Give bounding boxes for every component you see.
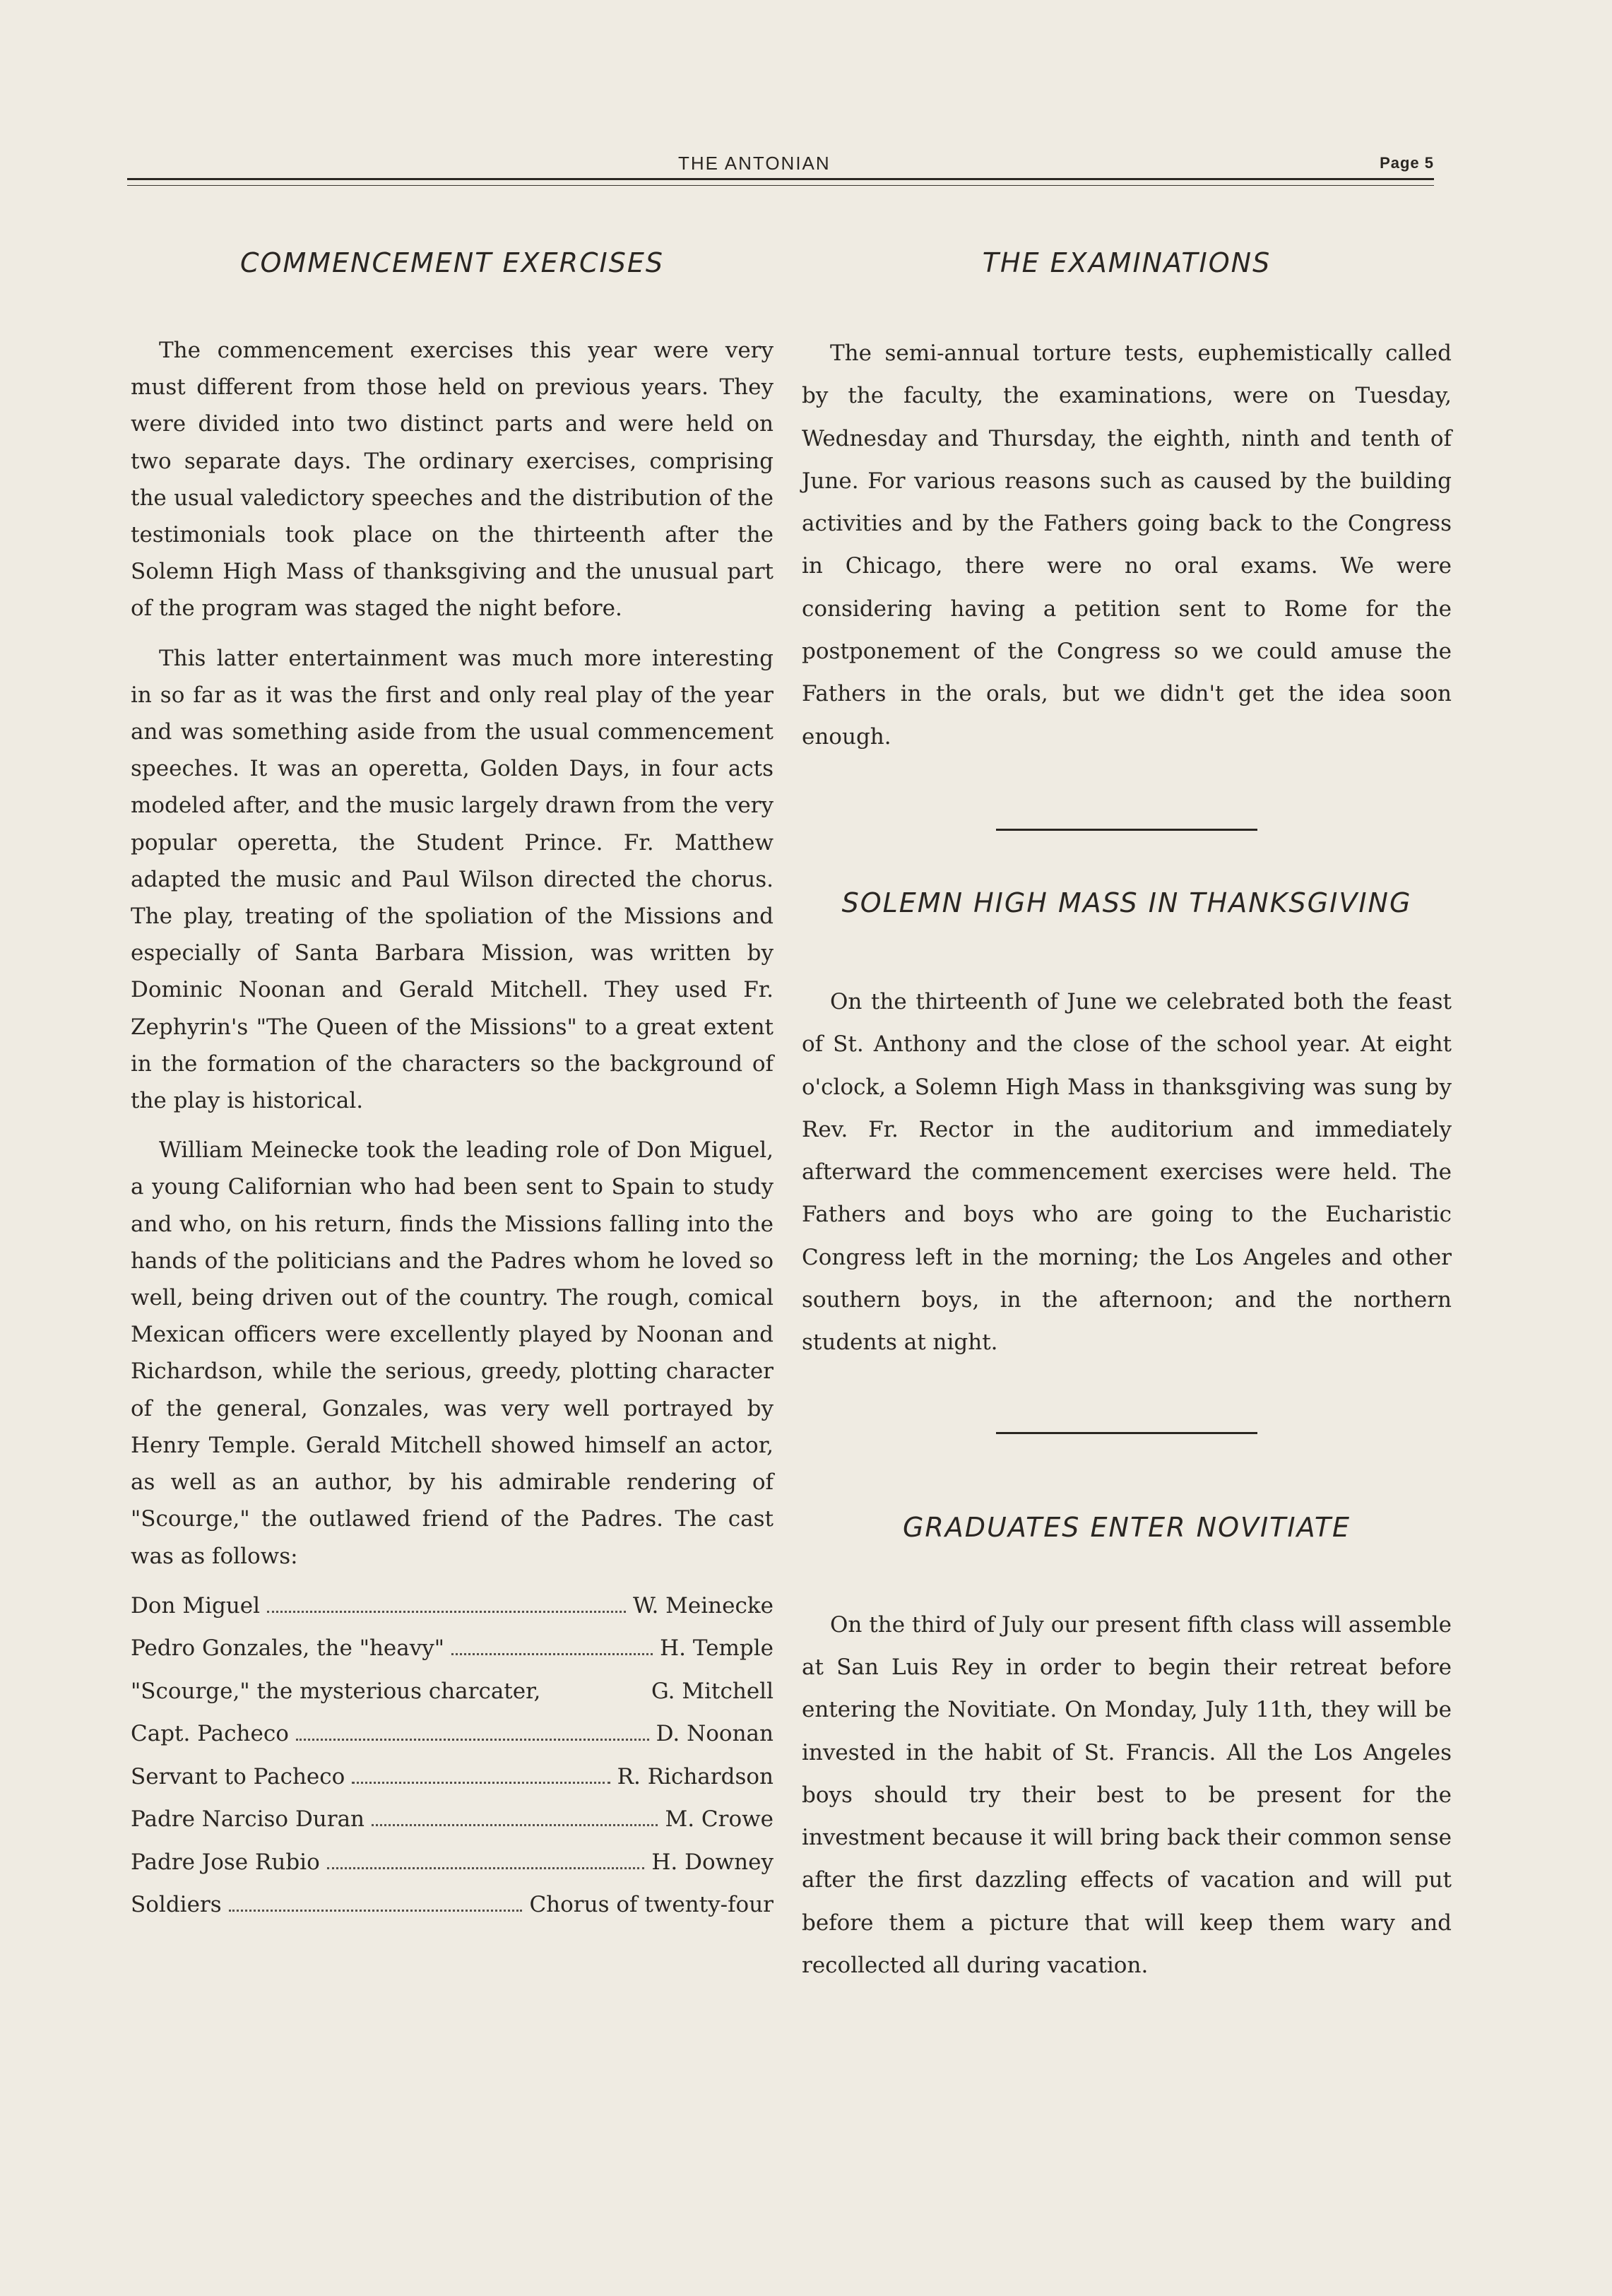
cast-actor: H. Downey — [651, 1849, 774, 1875]
header-rule-thin — [127, 185, 1434, 186]
article-title-novitiate: GRADUATES ENTER NOVITIATE — [902, 1511, 1351, 1543]
cast-role: Padre Narciso Duran — [131, 1806, 365, 1833]
cast-role: Padre Jose Rubio — [131, 1849, 320, 1875]
right-column — [802, 247, 1452, 1987]
dot-leader — [267, 1611, 626, 1613]
cast-role: Capt. Pacheco — [131, 1721, 289, 1747]
page-header — [127, 153, 1434, 181]
cast-role: "Scourge," the mysterious charcater, — [131, 1678, 541, 1704]
dot-leader — [372, 1824, 658, 1826]
dot-leader — [296, 1739, 649, 1741]
page-number: Page 5 — [1380, 154, 1434, 172]
dot-leader — [352, 1782, 610, 1784]
left-column — [131, 247, 774, 1927]
cast-row — [131, 1712, 774, 1756]
paragraph: The semi-annual torture tests, euphemistically called by the faculty, the examinations, were on Tuesday, Wednesday and Thursday, the eighth, ninth and tenth of June. For various reasons such as caused by the building activities and by the Fathers going back to the Congress in Chicago, there were no oral exams. We were considering having a petition sent to Rome for the postponement of the Congress so we could amuse the Fathers in the orals, but we didn't get the idea soon enough. — [802, 341, 1452, 750]
section-divider — [996, 1432, 1257, 1434]
cast-actor: W. Meinecke — [633, 1592, 774, 1619]
dot-leader — [451, 1653, 653, 1655]
cast-actor: D. Noonan — [656, 1721, 774, 1747]
cast-row — [131, 1798, 774, 1841]
paragraph: This latter entertainment was much more interesting in so far as it was the first and only real play of the year and was something aside from the usual commencement speeches. It was an operetta, Golden Days, in four acts modeled after, and the music largely drawn from the very popular operetta, the Student Prince. Fr. Matthew adapted the music and Paul Wilson directed the chorus. The play, treating of the spoliation of the Missions and especially of Santa Barbara Mission, was written by Dominic Noonan and Gerald Mitchell. They used Fr. Zephyrin's "The Queen of the Missions" to a great extent in the formation of the characters so the background of the play is historical. — [131, 645, 774, 1114]
cast-role: Pedro Gonzales, the "heavy" — [131, 1635, 445, 1662]
cast-actor: H. Temple — [660, 1635, 774, 1662]
dot-leader — [229, 1910, 523, 1912]
cast-actor: G. Mitchell — [651, 1678, 774, 1704]
cast-row — [131, 1627, 774, 1670]
paragraph: On the thirteenth of June we celebrated both the feast of St. Anthony and the close of the school year. At eight o'clock, a Solemn High Mass in thanksgiving was sung by Rev. Fr. Rector in the auditorium and immediately afterward the commencement exercises were held. The Fathers and boys who are going to the Eucharistic Congress left in the morning; the Los Angeles and other southern boys, in the afternoon; and the northern students at night. — [802, 988, 1452, 1356]
article-title-mass: SOLEMN HIGH MASS IN THANKSGIVING — [841, 887, 1412, 918]
article-title-examinations: THE EXAMINATIONS — [982, 247, 1272, 278]
section-divider — [996, 829, 1257, 831]
paragraph: On the third of July our present fifth class will assemble at San Luis Rey in order to begin their retreat before entering the Novitiate. On Monday, July 11th, they will be invested in the habit of St. Francis. All the Los Angeles boys should try their best to be present for the investment because it will bring back their common sense after the first dazzling effects of vacation and will put before them a picture that will keep them wary and recollected all during vacation. — [802, 1611, 1452, 1979]
cast-row — [131, 1841, 774, 1884]
paragraph: The commencement exercises this year were very must different from those held on previous years. They were divided into two distinct parts and were held on two separate days. The ordinary exercises, comprising the usual valedictory speeches and the distribution of the testimonials took place on the thirteenth after the Solemn High Mass of thanksgiving and the unusual part of the program was staged the night before. — [131, 338, 774, 622]
cast-row — [131, 1585, 774, 1628]
cast-row — [131, 1883, 774, 1927]
header-rule — [127, 178, 1434, 180]
cast-actor: M. Crowe — [665, 1806, 774, 1833]
cast-list — [131, 1585, 774, 1927]
publication-title: THE ANTONIAN — [678, 153, 831, 174]
cast-row — [131, 1756, 774, 1799]
article-title-commencement: COMMENCEMENT EXERCISES — [240, 247, 664, 278]
paragraph: William Meinecke took the leading role of Don Miguel, a young Californian who had been sent to Spain to study and who, on his return, finds the Missions falling into the hands of the politicians and the Padres whom he loved so well, being driven out of the country. The rough, comical Mexican officers were excellently played by Noonan and Richardson, while the serious, greedy, plotting character of the general, Gonzales, was very well portrayed by Henry Temple. Gerald Mitchell showed himself an actor, as well as an author, by his admirable rendering of "Scourge," the outlawed friend of the Padres. The cast was as follows: — [131, 1137, 774, 1569]
cast-actor: R. Richardson — [617, 1763, 774, 1789]
cast-row — [131, 1670, 774, 1713]
cast-actor: Chorus of twenty-four — [529, 1892, 774, 1918]
cast-role: Servant to Pacheco — [131, 1763, 345, 1789]
cast-role: Soldiers — [131, 1892, 222, 1918]
cast-role: Don Miguel — [131, 1592, 261, 1619]
dot-leader — [327, 1867, 645, 1869]
